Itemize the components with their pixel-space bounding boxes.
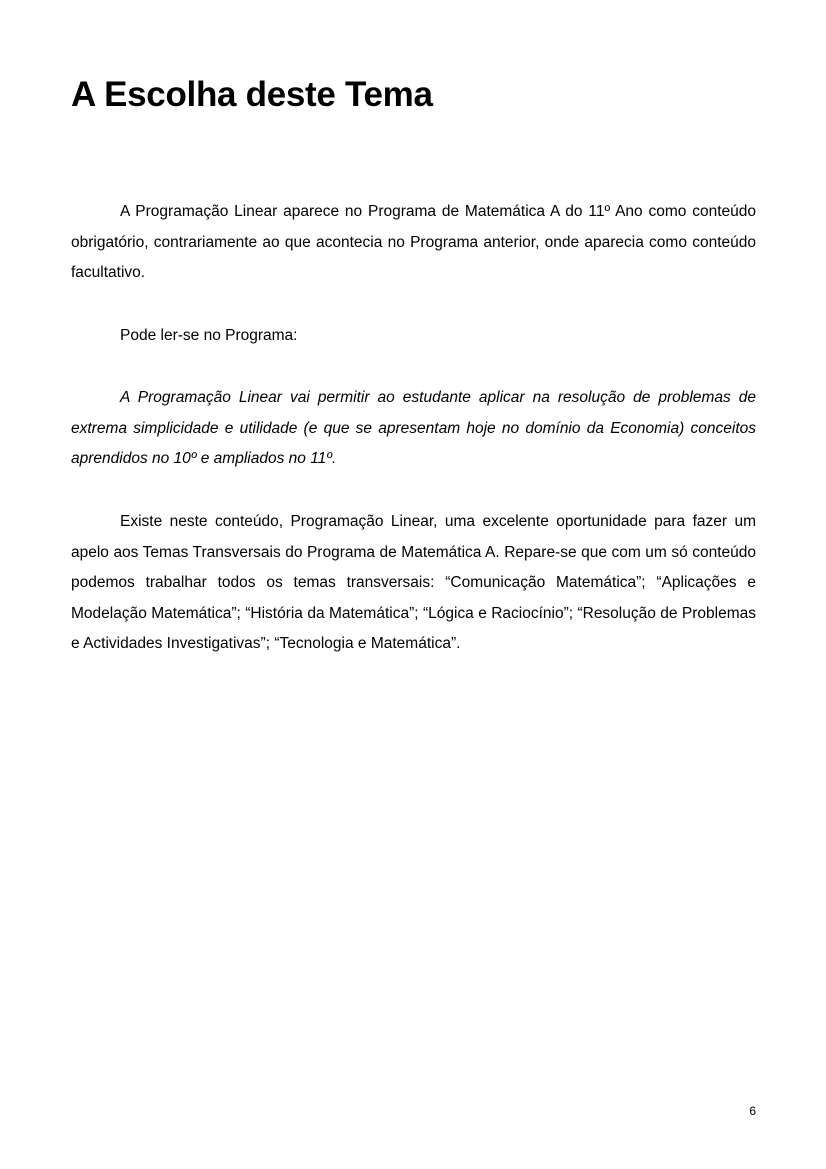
paragraph-program-reference: Pode ler-se no Programa: — [120, 327, 298, 344]
paragraph-transversal-themes: Existe neste conteúdo, Programação Linear, uma excelente oportunidade para fazer um apelo aos Temas Transversais do Programa de Matemática A. Repare-se que com um só conteúdo podemos trabalhar todos os temas transversais: “Comunicação Matemática”; “Aplicações e Modelação Matemática”; “História da Matemática”; “Lógica e Raciocínio”; “Resolução de Problemas e Actividades Investigativas”; “Tecnologia e Matemática”. — [71, 513, 756, 652]
paragraph-program-quote: A Programação Linear vai permitir ao estudante aplicar na resolução de problemas de extrema simplicidade e utilidade (e que se apresentam hoje no domínio da Economia) conceitos aprendidos no 10º e ampliados no 11º. — [71, 389, 756, 467]
page-number: 6 — [749, 1104, 756, 1118]
paragraph-intro: A Programação Linear aparece no Programa de Matemática A do 11º Ano como conteúdo obrigatório, contrariamente ao que acontecia no Programa anterior, onde aparecia como conteúdo facultativo. — [71, 203, 756, 281]
page-title: A Escolha deste Tema — [71, 75, 433, 114]
